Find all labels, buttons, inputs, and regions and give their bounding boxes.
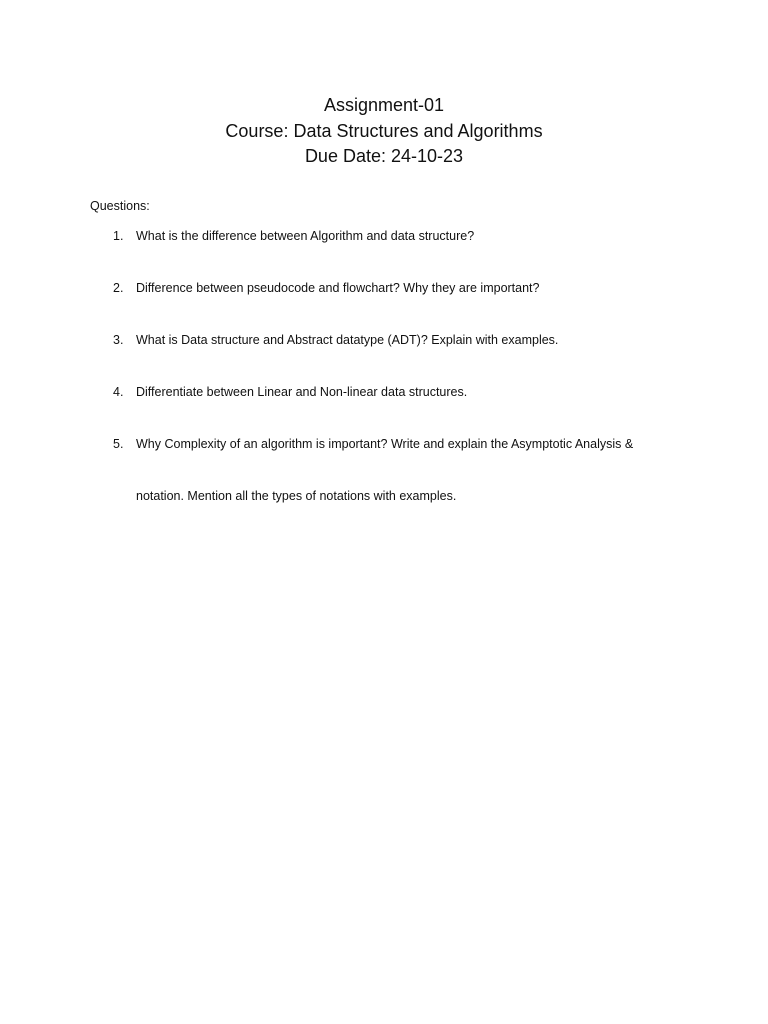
assignment-title: Assignment-01 [323,95,445,115]
due-date: Due Date: 24-10-23 [304,146,464,166]
question-text: What is the difference between Algorithm and data structure? [136,229,475,243]
question-text: Difference between pseudocode and flowchart? Why they are important? [136,281,540,295]
question-number: 3. [113,333,124,347]
document-header [0,93,768,170]
question-number: 1. [113,229,124,243]
question-number: 4. [113,385,124,399]
question-text: Differentiate between Linear and Non-linear data structures. [136,385,468,399]
question-text: What is Data structure and Abstract datatype (ADT)? Explain with examples. [136,333,559,347]
question-text: Why Complexity of an algorithm is important? Write and explain the Asymptotic Analysis & [136,437,634,451]
question-text-continuation: notation. Mention all the types of notations with examples. [136,489,457,503]
questions-label: Questions: [90,199,150,213]
question-number: 5. [113,437,124,451]
question-number: 2. [113,281,124,295]
course-name: Course: Data Structures and Algorithms [225,120,543,141]
